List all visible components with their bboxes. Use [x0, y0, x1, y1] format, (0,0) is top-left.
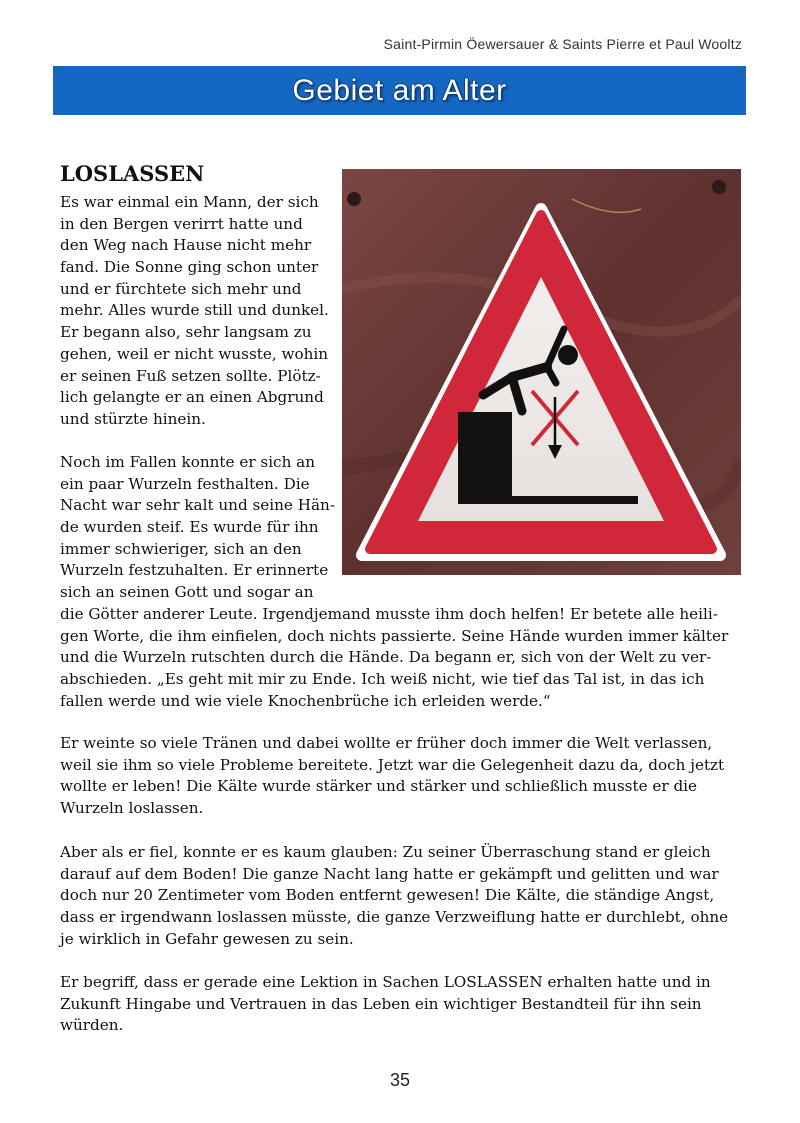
section-banner	[53, 66, 746, 115]
text-line: doch nur 20 Zentimeter vom Boden entfernt gewesen! Die Kälte, die ständige Angst,	[60, 886, 715, 905]
text-line: Er begann also, sehr langsam zu	[60, 323, 312, 342]
text-line: und stürzte hinein.	[60, 409, 206, 428]
text-line: immer schwieriger, sich an den	[60, 539, 302, 558]
text-line: und die Wurzeln rutschten durch die Hände. Da begann er, sich von der Welt zu ver-	[60, 648, 712, 667]
text-line: weil sie ihm so viele Probleme bereitete. Jetzt war die Gelegenheit dazu da, doch jetzt	[60, 755, 725, 774]
paragraph-4	[60, 842, 728, 950]
text-line: Aber als er fiel, konnte er es kaum glauben: Zu seiner Überraschung stand er gleich	[60, 843, 711, 861]
text-line: er seinen Fuß setzen sollte. Plötz-	[60, 366, 321, 385]
text-line: würden.	[60, 1016, 124, 1035]
bolt-icon	[712, 180, 726, 194]
text-line: Noch im Fallen konnte er sich an	[60, 453, 316, 471]
paragraph-5	[60, 972, 711, 1037]
text-line: Er begriff, dass er gerade eine Lektion in Sachen LOSLASSEN erhalten hatte und in	[60, 973, 711, 991]
running-header: Saint-Pirmin Öewersauer & Saints Pierre et Paul Wooltz	[383, 36, 742, 52]
ground-line	[512, 496, 638, 504]
cliff-block	[458, 412, 512, 504]
text-line: fallen werde und wie viele Knochenbrüche ich erleiden werde.“	[60, 691, 551, 710]
text-line: Wurzeln festzuhalten. Er erinnerte	[60, 561, 329, 580]
text-line: gehen, weil er nicht wusste, wohin	[60, 344, 329, 363]
text-line: gen Worte, die ihm einfielen, doch nichts passierte. Seine Hände wurden immer kälter	[60, 626, 729, 645]
text-line: abschieden. „Es geht mit mir zu Ende. Ich weiß nicht, wie tief das Tal ist, in das ich	[60, 669, 705, 688]
text-line: mehr. Alles wurde still und dunkel.	[60, 301, 329, 320]
paragraph-1	[60, 192, 329, 431]
text-line: fand. Die Sonne ging schon unter	[60, 258, 319, 277]
text-line: ein paar Wurzeln festhalten. Die	[60, 474, 310, 493]
section-title: Gebiet am Alter	[292, 73, 507, 107]
text-line: den Weg nach Hause nicht mehr	[60, 236, 312, 255]
text-line: darauf auf dem Boden! Die ganze Nacht lang hatte er gekämpft und gelitten und war	[60, 864, 719, 883]
warning-sign-photo	[342, 169, 741, 575]
story-heading: LOSLASSEN	[60, 161, 205, 186]
text-line: wollte er leben! Die Kälte wurde stärker und stärker und schließlich musste er die	[60, 777, 698, 796]
bolt-icon	[347, 192, 361, 206]
text-line: Zukunft Hingabe und Vertrauen in das Leben ein wichtiger Bestandteil für ihn sein	[60, 994, 702, 1013]
text-line: Es war einmal ein Mann, der sich	[60, 193, 319, 211]
text-line: und er fürchtete sich mehr und	[60, 279, 302, 298]
text-line: Er weinte so viele Tränen und dabei wollte er früher doch immer die Welt verlassen,	[60, 734, 713, 752]
text-line: Nacht war sehr kalt und seine Hän-	[60, 496, 335, 515]
text-line: dass er irgendwann loslassen müsste, die ganze Verzweiflung hatte er durchlebt, ohne	[60, 908, 729, 927]
text-line: de wurden steif. Es wurde für ihn	[60, 518, 319, 537]
text-line: lich gelangte er an einen Abgrund	[60, 388, 324, 407]
text-line: Wurzeln loslassen.	[60, 799, 204, 818]
text-line: sich an seinen Gott und sogar an	[60, 583, 314, 602]
page-number: 35	[389, 1070, 411, 1090]
text-line: die Götter anderer Leute. Irgendjemand musste ihm doch helfen! Er betete alle heili-	[60, 604, 718, 623]
text-line: in den Bergen verirrt hatte und	[60, 214, 303, 233]
text-line: je wirklich in Gefahr gewesen zu sein.	[60, 929, 354, 948]
paragraph-3	[60, 733, 724, 820]
